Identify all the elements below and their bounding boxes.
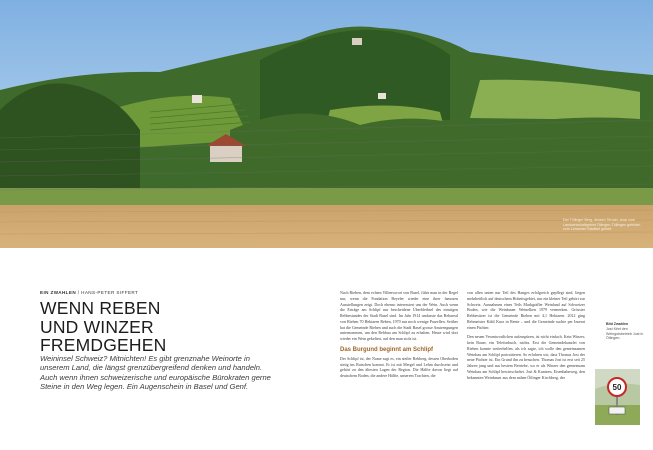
section-subhead: Das Burgund beginnt am Schlipf <box>340 346 434 353</box>
thumbnail-photo <box>595 369 640 425</box>
body-paragraph: Den neuen Verantwortlichen aufzuspüren, ist nicht einfach. Kein Winzer, kein Bauer, ein Telefonbuch, nichts. Erst die Gemeindekanzlei von Riehen konnte weiterhelfen, als ich sagte, ich wolle den gemeinsamen Weinbau am Schlipf portraitieren. So erfuhren wir, dass Thomas Jost der neue Pächter ist. Ein Grund ihn zu besuchen. Thomas Jost ist erst seit 25 Jahren jung und aus bestem Betriebe, wo er als Winzer den gemeinsam Weinbau am Schlipf bewirtschaftet. Jost & Kuntzen, Eisenbahnweg, den bekannten Weinbauer aus dem nahen Ötlinger Kirchberg, der <box>467 334 585 380</box>
title-line-2: UND WINZER <box>40 316 154 337</box>
side-caption-title: Bild Zwahlen <box>606 322 629 326</box>
byline-author: HANS-PETER SIFFERT <box>81 290 139 295</box>
side-caption <box>606 322 648 341</box>
byline-label: EIN ZWAHLEN <box>40 290 77 295</box>
body-paragraph: Nach Riehen, dem echten Villenvorort von Basel, führt man in der Regel nur, wenn die Fondation Beyeler wieder eine ihrer famosen Ausstellungen zeigt. Doch ebenso interessiert uns der Wein. Auch wenn die Erträge am Schlipf nur bescheidene Überbleibsel des einstigen Rebbestandes der Stadt Basel sind. Im Jahr 1914 umfasste das Rebareal von Riehen 70 Hektaren Reben, 1970 nur noch wenige Parzellen. Seither hat die Gemeinde Riehen und auch die Stadt Basel grosse Anstrengungen unternommen, um den Rebbau am Schlipf zu erhalten. Heute wird dort wieder ein Wein gekeltert, auf den man stolz ist. <box>340 290 458 341</box>
photo-caption: Der Tüllinger Berg, dessen Terrain, zwar vom Landwirtschaftgebiet Ötlingen-Tüllingen gebildet, zum Lörracher Stadtteil gehört. <box>563 218 641 232</box>
byline <box>40 290 138 295</box>
road-sign-image <box>595 369 640 425</box>
title-line-3: FREMDGEHEN <box>40 335 167 355</box>
title-line-1: WENN REBEN <box>40 298 161 318</box>
article-title <box>40 300 240 355</box>
byline-separator: / <box>77 290 80 295</box>
article-lead: Weininsel Schweiz? Mitnichten! Es gibt grenznahe Weinorte in unserem Land, die längst grenzübergreifend denken und handeln. Auch wenn ihnen schweizerische und europäische Bürokraten gerne Steine in den Weg legen. Ein Augenschein in Basel und Genf. <box>40 354 271 392</box>
body-paragraph: Der Schlipf ist, der Name sagt es, ein steiler Rebberg, dessen Oberboden stetig ins Rutschen kommt. Er ist mit Mergel und Lehm durchsetzt und gehört zu den ältesten Lagen der Region. Die Hälfte davon liegt auf deutschem Boden, die andere Hälfte, unserem Trachten, die <box>340 355 458 378</box>
body-column-1 <box>340 290 458 383</box>
sign-number: 50 <box>612 383 622 392</box>
side-caption-text: Jost führt den Weingutsbetrieb Jost in Ötlingen. <box>606 326 644 341</box>
body-paragraph: von allen unten nur Teil des Hanges erfolgreich gepflegt sind, liegen mehrheitlich auf deutschem Hoheitsgebiet, nur ein kleiner Teil gehört zur Schweiz. Ausnahmen eines Teils Markgräfler Weinland auf Schweizer Boden, wie die Weinbauer Weinelken 1979 vermerken. Grösster Rebbesitzer ist die Gemeinde Riehen mit 4,1 Hektaren. 2012 ging Rebmeister Kühl Kurz in Rente – und die Gemeinde suchte per Inserat einen Pächter. <box>467 290 585 330</box>
body-column-2 <box>467 290 585 384</box>
